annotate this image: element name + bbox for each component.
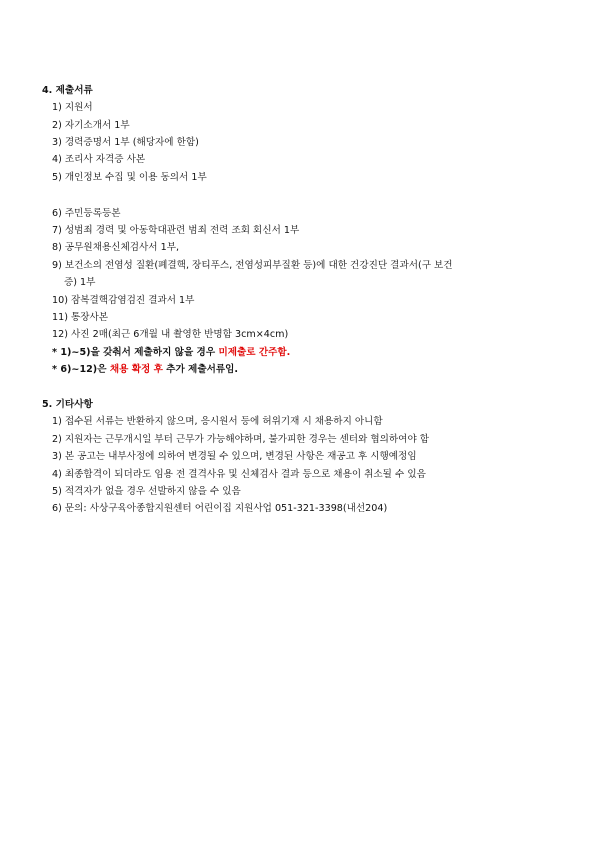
list-item: 11) 통장사본 [52, 312, 109, 323]
list-item: 10) 잠복결핵감염검진 결과서 1부 [52, 295, 195, 306]
list-item-continuation: 증) 1부 [64, 277, 96, 288]
list-item: 1) 지원서 [52, 102, 93, 113]
list-item: 5) 적격자가 없을 경우 선발하지 않을 수 있음 [52, 486, 241, 497]
section-4-title: 4. 제출서류 [42, 85, 93, 96]
note-text: * 6)~12)은 [52, 364, 110, 375]
list-item: 7) 성범죄 경력 및 아동학대관련 범죄 전력 조회 회신서 1부 [52, 225, 300, 236]
list-item: 12) 사진 2매(최근 6개월 내 촬영한 반명함 3cm×4cm) [52, 329, 289, 340]
submission-note-2 [52, 363, 238, 376]
list-item: 2) 자기소개서 1부 [52, 120, 130, 131]
list-item: 9) 보건소의 전염성 질환(폐결핵, 장티푸스, 전염성피부질환 등)에 대한 건강진단 결과서(구 보건 [52, 260, 453, 271]
list-item: 4) 조리사 자격증 사본 [52, 154, 146, 165]
note-highlight: 채용 확정 후 [109, 364, 163, 375]
submission-note-1 [52, 346, 290, 359]
list-item: 3) 경력증명서 1부 (해당자에 한함) [52, 137, 199, 148]
note-text: * 1)~5)을 갖춰서 제출하지 않을 경우 [52, 347, 219, 358]
section-5-title: 5. 기타사항 [42, 399, 93, 410]
list-item: 4) 최종합격이 되더라도 임용 전 결격사유 및 신체검사 결과 등으로 채용이 취소될 수 있음 [52, 469, 426, 480]
list-item: 3) 본 공고는 내부사정에 의하여 변경될 수 있으며, 변경된 사항은 재공고 후 시행예정임 [52, 451, 417, 462]
note-highlight: 미제출로 간주함. [218, 347, 291, 358]
list-item: 8) 공무원채용신체검사서 1부, [52, 242, 180, 253]
list-item: 6) 문의: 사상구육아종합지원센터 어린이집 지원사업 051-321-3398(내선204) [52, 503, 388, 514]
list-item: 2) 지원자는 근무개시일 부터 근무가 가능해야하며, 불가피한 경우는 센터와 협의하여야 함 [52, 434, 430, 445]
list-item: 6) 주민등록등본 [52, 208, 121, 219]
list-item: 1) 접수된 서류는 반환하지 않으며, 응시원서 등에 허위기재 시 채용하지 아니함 [52, 416, 383, 427]
note-text: 추가 제출서류임. [162, 364, 239, 375]
list-item: 5) 개인정보 수집 및 이용 동의서 1부 [52, 172, 207, 183]
